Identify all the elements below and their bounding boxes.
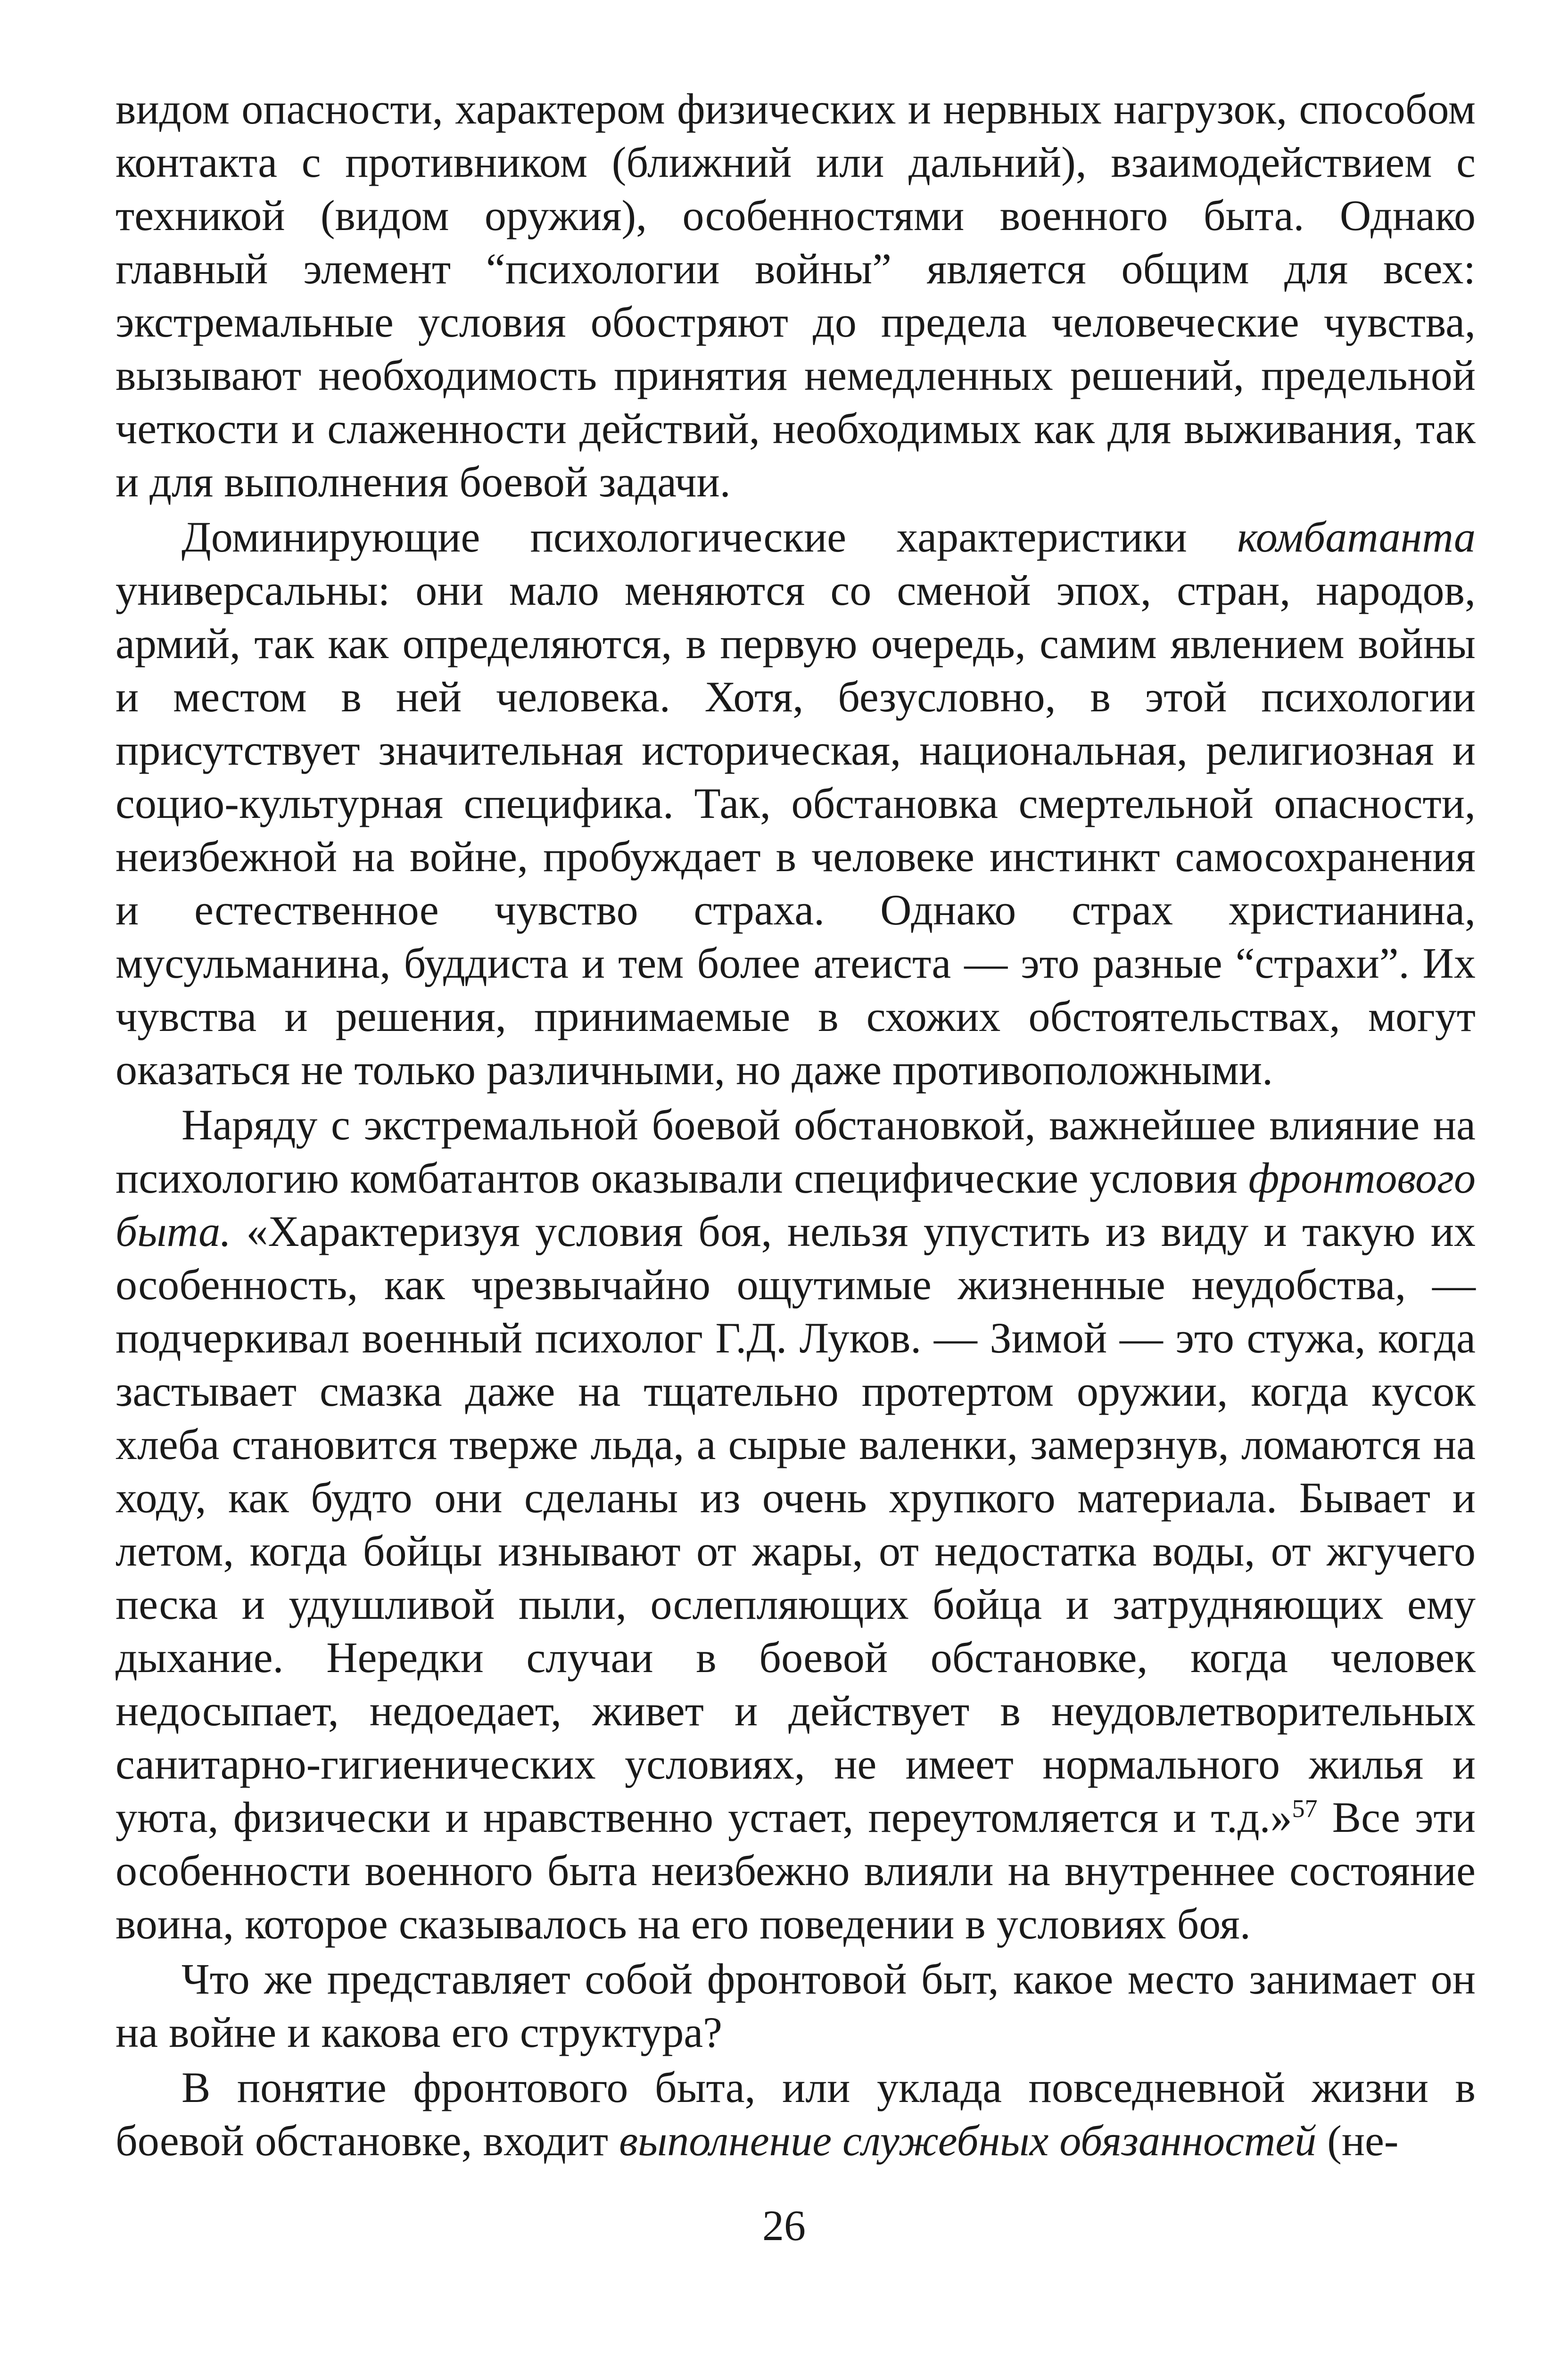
paragraph-5 — [116, 2061, 1476, 2167]
paragraph-2-text-a: Доминирующие психологические характеристики — [182, 513, 1238, 561]
paragraph-2-italic-term: комбатанта — [1237, 513, 1476, 561]
paragraph-4 — [116, 1953, 1476, 2059]
footnote-reference: 57 — [1292, 1794, 1318, 1823]
page-number: 26 — [762, 2201, 806, 2250]
paragraph-3-text-b: Все эти особенности военного быта неизбежно влияли на внутреннее состояние воина, которое сказывалось на его поведении в условиях боя. — [116, 1793, 1476, 1948]
body-text — [116, 82, 1476, 2167]
paragraph-2 — [116, 511, 1476, 1096]
paragraph-1 — [116, 82, 1476, 509]
paragraph-3-italic-term: фронтового быта. — [116, 1154, 1476, 1255]
paragraph-2-text-b: универсальны: они мало меняются со сменой эпох, стран, народов, армий, так как определяются, в первую очередь, самим явлением войны и местом в ней человека. Хотя, безусловно, в этой психологии присутствует значительная историческая, национальная, религиозная и социо-культурная специфика. Так, обстановка смертельной опасности, неизбежной на войне, пробуждает в человеке инстинкт самосохранения и естественное чувство страха. Однако страх христианина, мусульманина, буддиста и тем более атеиста — это разные “страхи”. Их чувства и решения, принимаемые в схожих обстоятельствах, могут оказаться не только различными, но даже противоположными. — [116, 566, 1476, 1094]
paragraph-3-text-a: Наряду с экстремальной боевой обстановкой, важнейшее влияние на психологию комбатантов оказывали специфические условия — [116, 1101, 1476, 1202]
paragraph-5-text-a: В понятие фронтового быта, или уклада повседневной жизни в боевой обстановке, входит — [116, 2063, 1476, 2165]
paragraph-5-text-b: (не- — [1316, 2117, 1399, 2165]
paragraph-5-italic-term: выполнение служебных обязанностей — [619, 2117, 1317, 2165]
paragraph-4-text: Что же представляет собой фронтовой быт, какое место занимает он на войне и какова его структура? — [116, 1955, 1476, 2056]
paragraph-1-text: видом опасности, характером физических и нервных нагрузок, способом контакта с противником (ближний или дальний), взаимодействием с техникой (видом оружия), особенностями военного быта. Однако главный элемент “психологии войны” является общим для всех: экстремальные условия обостряют до предела человеческие чувства, вызывают необходимость принятия немедленных решений, предельной четкости и слаженности действий, необходимых как для выживания, так и для выполнения боевой задачи. — [116, 85, 1476, 506]
paragraph-3-quote: «Характеризуя условия боя, нельзя упустить из виду и такую их особенность, как чрезвычайно ощутимые жизненные неудобства, — подчеркивал военный психолог Г.Д. Луков. — Зимой — это стужа, когда застывает смазка даже на тщательно протертом оружии, когда кусок хлеба становится тверже льда, а сырые валенки, замерзнув, ломаются на ходу, как будто они сделаны из очень хрупкого материала. Бывает и летом, когда бойцы изнывают от жары, от недостатка воды, от жгучего песка и удушливой пыли, ослепляющих бойца и затрудняющих ему дыхание. Нередки случаи в боевой обстановке, когда человек недосыпает, недоедает, живет и действует в неудовлетворительных санитарно-гигиенических условиях, не имеет нормального жилья и уюта, физически и нравственно устает, переутомляется и т.д.» — [116, 1207, 1476, 1841]
paragraph-3 — [116, 1098, 1476, 1951]
